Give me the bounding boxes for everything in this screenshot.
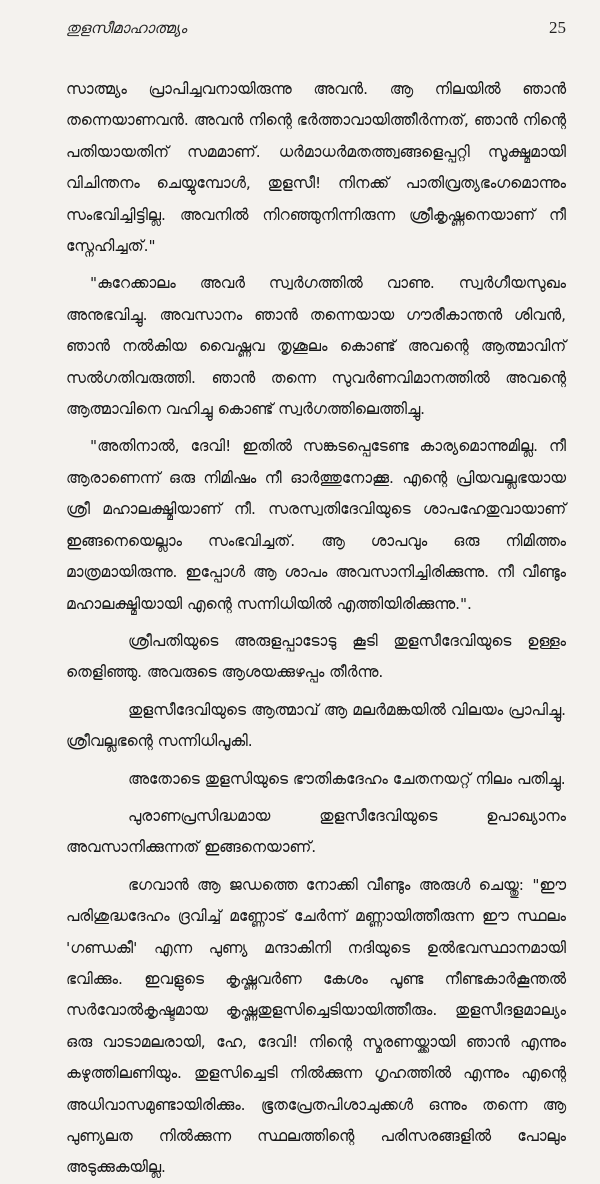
paragraph: "കുറേക്കാലം അവർ സ്വർഗത്തിൽ വാണു. സ്വർഗീയസുഖം അനുഭവിച്ചു. അവസാനം ഞാൻ തന്നെയായ ഗൗരീകാന്തൻ ശിവൻ, ഞാൻ നൽകിയ വൈഷ്ണവ തൃശൂലം കൊണ്ട് അവന്റെ ആത്മാവിന് സൽഗതിവരുത്തി. ഞാൻ തന്നെ സുവർണവിമാനത്തിൽ അവന്റെ ആത്മാവിനെ വഹിച്ചു കൊണ്ട് സ്വർഗത്തിലെത്തിച്ചു. [66,274,566,419]
paragraph: "അതിനാൽ, ദേവി! ഇതിൽ സങ്കടപ്പെടേണ്ട കാര്യമൊന്നുമില്ല. നീ ആരാണെന്ന് ഒരു നിമിഷം നീ ഓർത്തുനോക്കൂ. എന്റെ പ്രിയവല്ലഭയായ ശ്രീ മഹാലക്ഷ്മിയാണ് നീ. സരസ്വതിദേവിയുടെ ശാപഹേതുവായാണ് ഇങ്ങനെയെല്ലാം സംഭവിച്ചത്. ആ ശാപവും ഒരു നിമിത്തം മാത്രമായിരുന്നു. ഇപ്പോൾ ആ ശാപം അവസാനിച്ചിരിക്കുന്നു. നീ വീണ്ടും മഹാലക്ഷ്മിയായി എന്റെ സന്നിധിയിൽ എത്തിയിരിക്കുന്നു.". [66,437,566,613]
running-header [66,18,566,48]
paragraph: അതോടെ തുളസിയുടെ ഭൗതികദേഹം ചേതനയറ്റ് നിലം പതിച്ചു. [128,769,566,788]
body-text [66,74,566,1184]
paragraph: പുരാണപ്രസിദ്ധമായ തുളസീദേവിയുടെ ഉപാഖ്യാനം അവസാനിക്കുന്നത് ഇങ്ങനെയാണ്. [66,806,566,857]
paragraph: തുളസീദേവിയുടെ ആത്മാവ് ആ മലർമങ്കയിൽ വിലയം പ്രാപിച്ചു. ശ്രീവല്ലഭന്റെ സന്നിധിപൂകി. [66,700,566,751]
running-title: തുളസീമാഹാത്മ്യം [66,19,187,37]
page-number: 25 [549,18,566,37]
paragraph: സാത്മ്യം പ്രാപിച്ചവനായിരുന്നു അവൻ. ആ നിലയിൽ ഞാൻ തന്നെയാണവൻ. അവൻ നിന്റെ ഭർത്താവായിത്തീർന്നത്, ഞാൻ നിന്റെ പതിയായതിന് സമമാണ്. ധർമാധർമതത്ത്വങ്ങളെപ്പറ്റി സൂക്ഷ്മമായി വിചിന്തനം ചെയ്യുമ്പോൾ, തുളസീ! നിനക്ക് പാതിവ്രത്യഭംഗമൊന്നും സംഭവിച്ചിട്ടില്ല. അവനിൽ നിറഞ്ഞുനിന്നിരുന്ന ശ്രീകൃഷ്ണനെയാണ് നീ സ്നേഹിച്ചത്." [66,80,566,256]
paragraph: ശ്രീപതിയുടെ അരുളപ്പാടോടു കൂടി തുളസീദേവിയുടെ ഉള്ളം തെളിഞ്ഞു. അവരുടെ ആശയക്കുഴപ്പം തീർന്നു. [66,631,566,682]
paragraph: ഭഗവാൻ ആ ജഡത്തെ നോക്കി വീണ്ടും അരുൾ ചെയ്തു: "ഈ പരിശുദ്ധദേഹം ദ്രവിച്ച് മണ്ണോട് ചേർന്ന് മണ്ണായിത്തീരുന്ന ഈ സ്ഥലം 'ഗണ്ഡകീ' എന്ന പുണ്യ മന്ദാകിനി നദിയുടെ ഉൽഭവസ്ഥാനമായി ഭവിക്കും. ഇവളുടെ കൃഷ്ണവർണ കേശം പൂണ്ട നീണ്ടകാർകൂന്തൽ സർവോൽകൃഷ്ടമായ കൃഷ്ണതുളസിച്ചെടിയായിത്തീരും. തുളസീദളമാല്യം ഒരു വാടാമലരായി, ഹേ, ദേവി! നിന്റെ സ്മരണയ്ക്കായി ഞാൻ എന്നും കഴുത്തിലണിയും. തുളസിച്ചെടി നിൽക്കുന്ന ഗൃഹത്തിൽ എന്നും എന്റെ അധിവാസമുണ്ടായിരിക്കും. ഭൂതപ്രേതപിശാചുക്കൾ ഒന്നും തന്നെ ആ പുണ്യലത നിൽക്കുന്ന സ്ഥലത്തിന്റെ പരിസരങ്ങളിൽ പോലും അടുക്കുകയില്ല. [66,875,567,1177]
